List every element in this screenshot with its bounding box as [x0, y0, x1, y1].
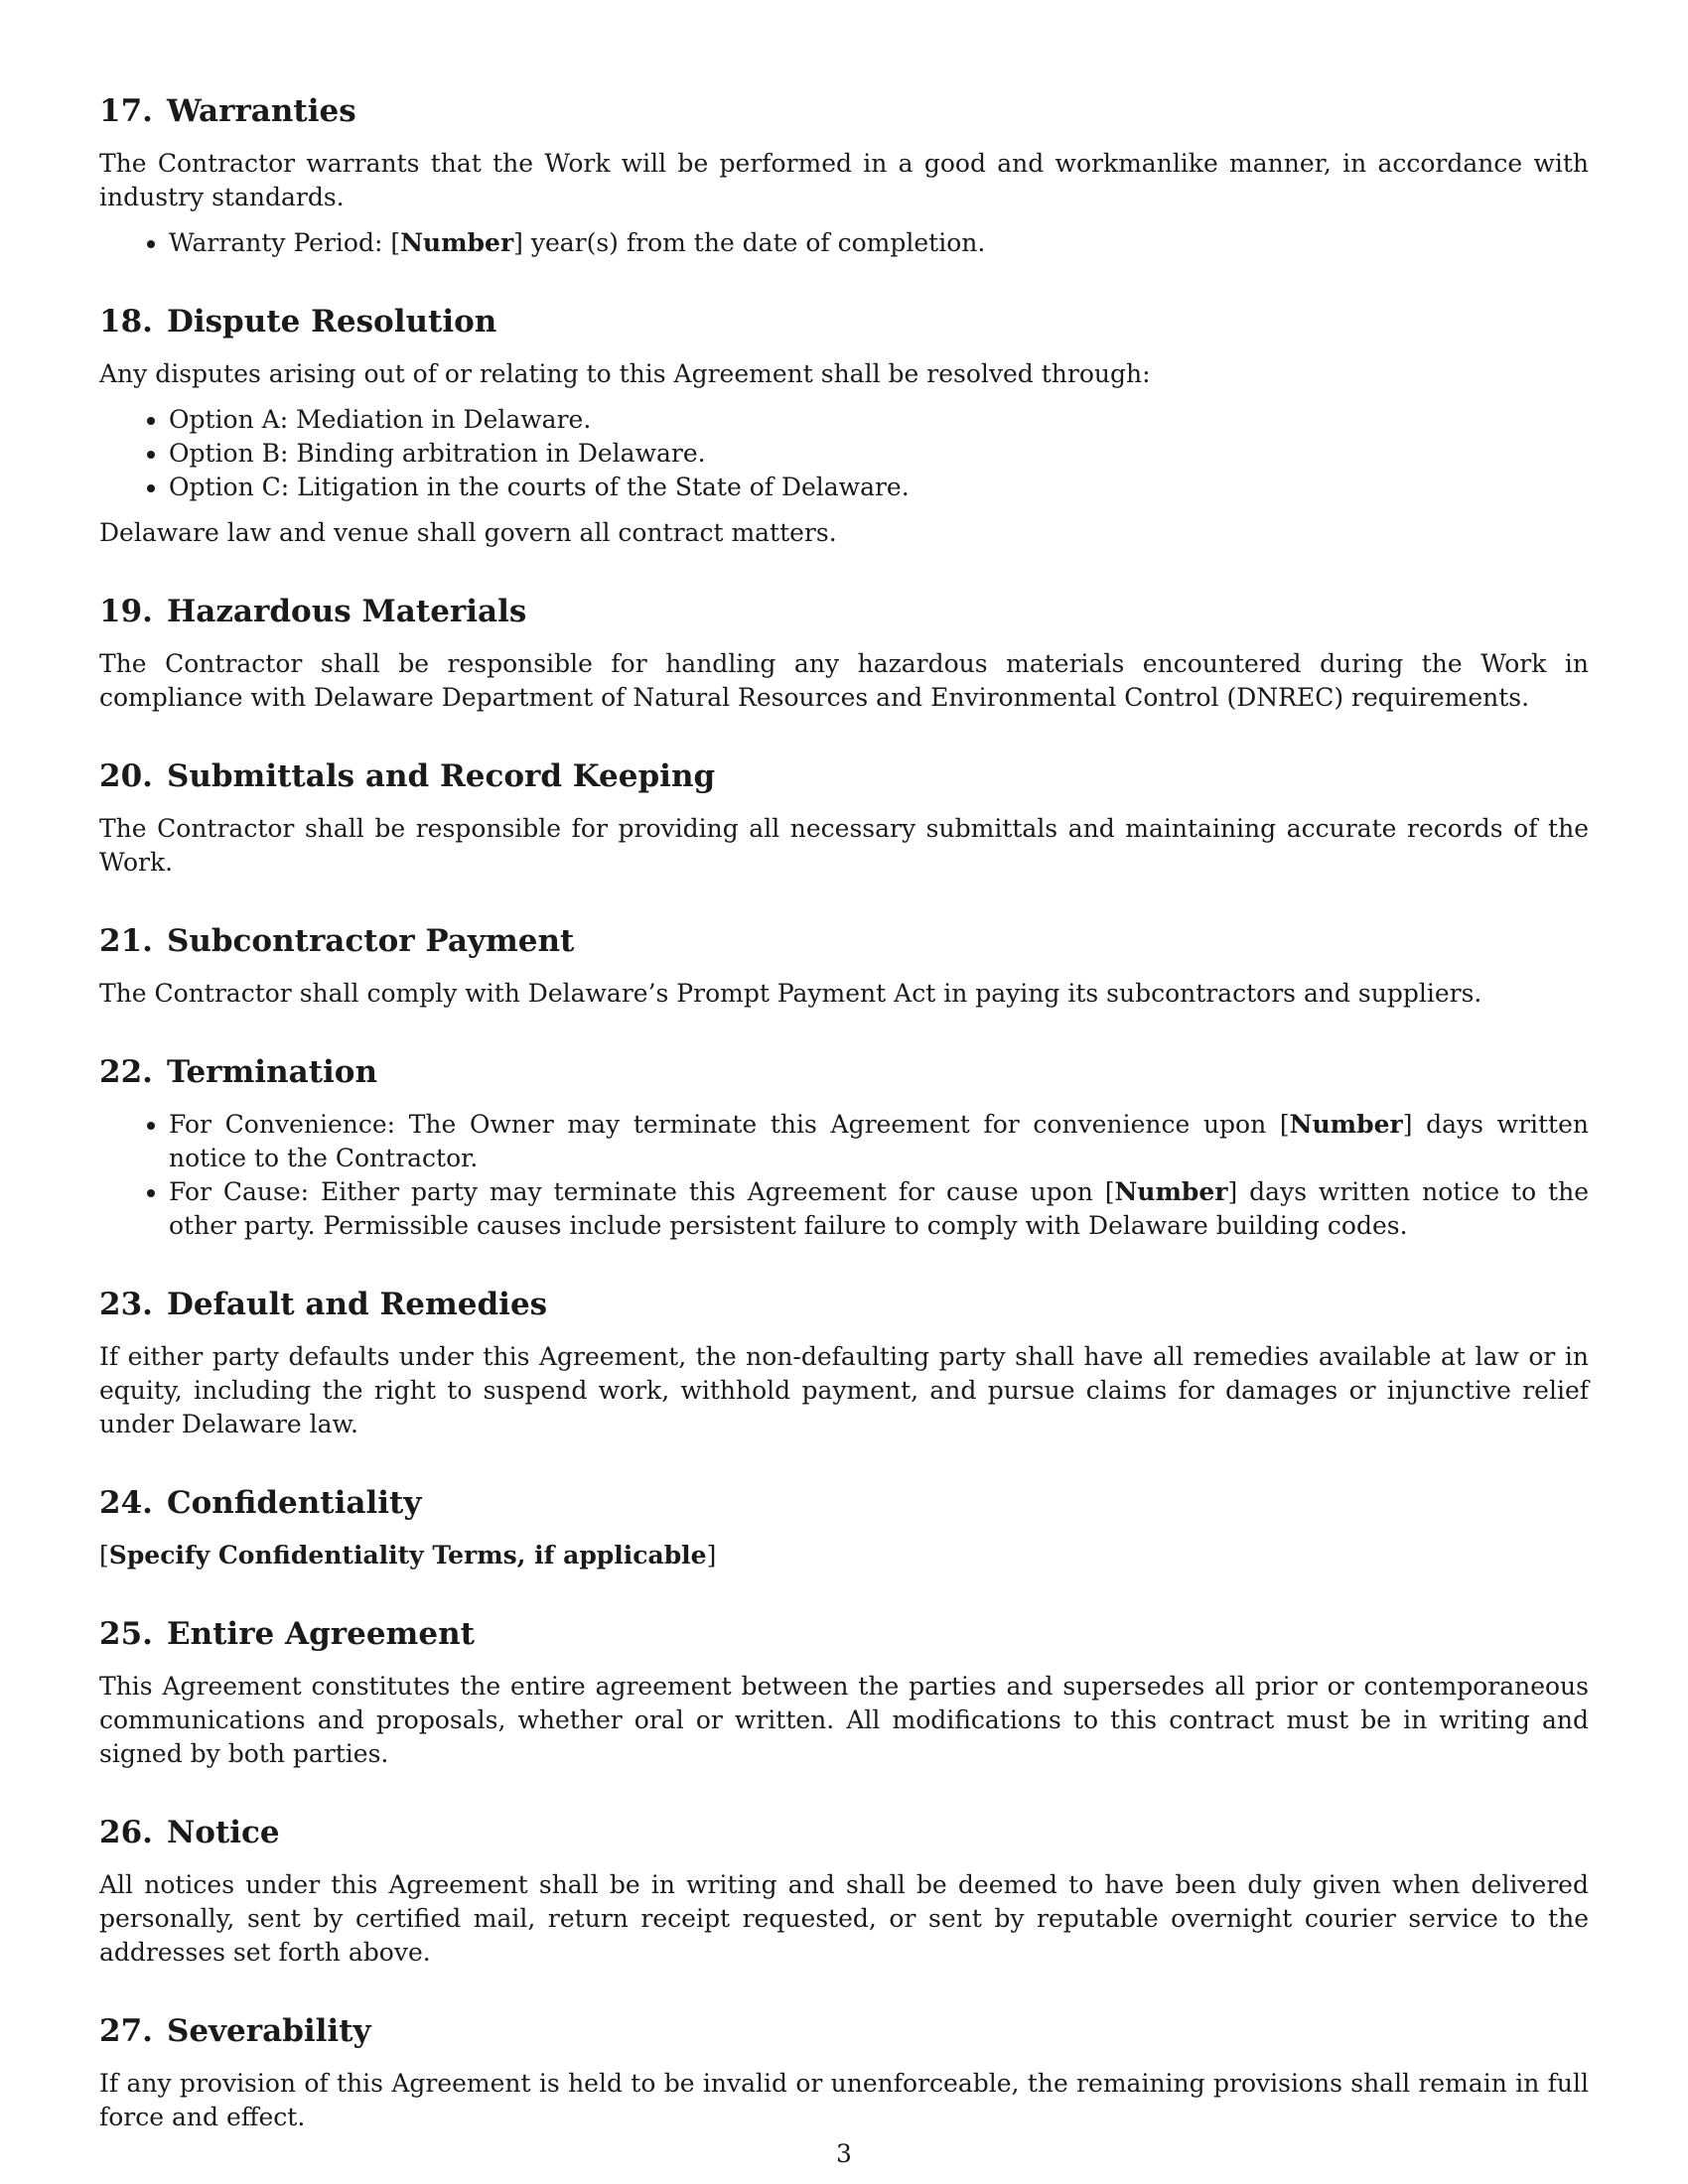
section-heading: 20. Submittals and Record Keeping	[99, 758, 716, 794]
list-item: • For Convenience: The Owner may terminate this Agreement for convenience upon [Number] days written notice to the Contractor.	[169, 1108, 1589, 1175]
section-severability	[99, 2011, 1589, 2134]
section-hazardous-materials	[99, 592, 1589, 715]
section-termination	[99, 1052, 1589, 1243]
section-heading: 25. Entire Agreement	[99, 1616, 475, 1652]
list-item: • Option B: Binding arbitration in Delaware.	[169, 437, 1589, 471]
section-heading: 18. Dispute Resolution	[99, 304, 497, 340]
section-text: If any provision of this Agreement is held to be invalid or unenforceable, the remaining provisions shall remain in full force and effect.	[99, 2069, 1589, 2131]
section-entire-agreement	[99, 1614, 1589, 1771]
page-number: 3	[836, 2139, 852, 2168]
section-heading: 22. Termination	[99, 1054, 378, 1090]
bullet-list	[99, 1108, 1589, 1243]
bullet-list	[99, 403, 1589, 504]
section-heading: 26. Notice	[99, 1815, 280, 1850]
confidentiality-placeholder: [Specify Confidentiality Terms, if applicable]	[99, 1541, 717, 1570]
list-item: • Option C: Litigation in the courts of the State of Delaware.	[169, 471, 1589, 504]
section-text: The Contractor warrants that the Work will be performed in a good and workmanlike manner, in accordance with industry standards.	[99, 149, 1589, 211]
list-item: • For Cause: Either party may terminate this Agreement for cause upon [Number] days written notice to the other party. Permissible causes include persistent failure to comply with Delaware building codes.	[169, 1175, 1589, 1243]
section-text: The Contractor shall be responsible for providing all necessary submittals and maintaining accurate records of the Work.	[99, 814, 1589, 877]
section-outro: Delaware law and venue shall govern all contract matters.	[99, 518, 837, 547]
section-confidentiality	[99, 1483, 1589, 1572]
section-submittals	[99, 756, 1589, 880]
section-default-remedies	[99, 1285, 1589, 1441]
section-heading: 27. Severability	[99, 2013, 371, 2049]
section-text: This Agreement constitutes the entire agreement between the parties and supersedes all prior or contemporaneous communications and proposals, whether oral or written. All modifications to this contract must be in writing and signed by both parties.	[99, 1672, 1589, 1768]
section-heading: 24. Confidentiality	[99, 1485, 422, 1521]
section-heading: 23. Default and Remedies	[99, 1287, 548, 1322]
section-warranties	[99, 91, 1589, 260]
bullet-list	[99, 226, 1589, 260]
section-text: The Contractor shall comply with Delaware’s Prompt Payment Act in paying its subcontractors and suppliers.	[99, 979, 1482, 1008]
list-item: • Option A: Mediation in Delaware.	[169, 403, 1589, 437]
document-page	[99, 91, 1589, 2146]
section-intro: Any disputes arising out of or relating to this Agreement shall be resolved through:	[99, 359, 1151, 388]
section-text: If either party defaults under this Agreement, the non-defaulting party shall have all remedies available at law or in equity, including the right to suspend work, withhold payment, and pursue claims for damages or injunctive relief under Delaware law.	[99, 1342, 1589, 1438]
section-dispute-resolution	[99, 302, 1589, 550]
section-heading: 17. Warranties	[99, 93, 356, 129]
list-item: • Warranty Period: [Number] year(s) from the date of completion.	[169, 226, 1589, 260]
section-text: All notices under this Agreement shall be in writing and shall be deemed to have been duly given when delivered personally, sent by certified mail, return receipt requested, or sent by reputable overnight courier service to the addresses set forth above.	[99, 1870, 1589, 1967]
section-heading: 19. Hazardous Materials	[99, 594, 527, 629]
section-heading: 21. Subcontractor Payment	[99, 923, 575, 959]
section-notice	[99, 1813, 1589, 1970]
section-subcontractor-payment	[99, 921, 1589, 1011]
section-text: The Contractor shall be responsible for handling any hazardous materials encountered during the Work in compliance with Delaware Department of Natural Resources and Environmental Control (DNREC) requirements.	[99, 649, 1589, 712]
